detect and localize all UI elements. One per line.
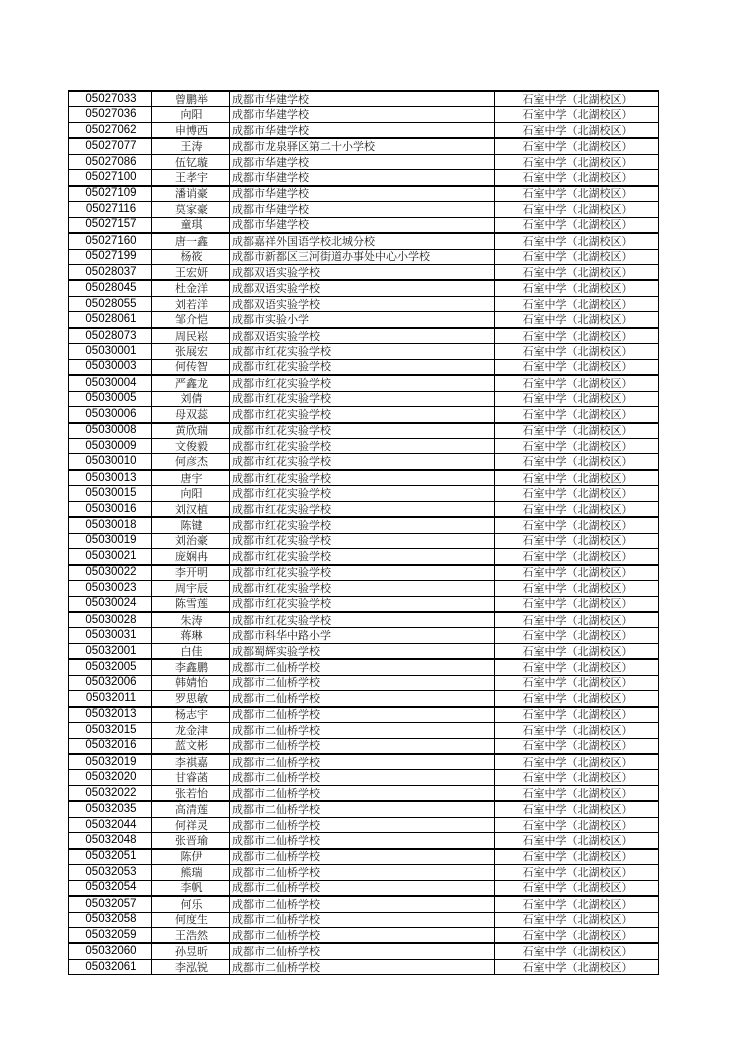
student-id-cell: 05030005 [69,391,152,406]
student-name-cell: 李泓锐 [152,959,230,974]
table-row [69,170,659,186]
school-cell: 成都市二仙桥学校 [230,849,495,865]
school-cell: 成都市红花实验学校 [230,470,495,486]
student-name-cell: 文俊毅 [152,438,230,453]
destination-school-cell: 石室中学（北湖校区） [495,391,659,406]
student-id-cell: 05027157 [69,217,152,233]
school-cell: 成都市二仙桥学校 [230,865,495,880]
table-row [69,344,659,359]
student-name-cell: 王宏妍 [152,264,230,280]
destination-school-cell: 石室中学（北湖校区） [495,249,659,264]
student-id-cell: 05030003 [69,359,152,375]
destination-school-cell: 石室中学（北湖校区） [495,122,659,138]
student-name-cell: 唐宇 [152,470,230,486]
school-cell: 成都市二仙桥学校 [230,675,495,690]
school-cell: 成都市二仙桥学校 [230,912,495,927]
table-row [69,359,659,375]
student-id-cell: 05032057 [69,896,152,912]
school-cell: 成都市二仙桥学校 [230,754,495,770]
student-name-cell: 张若怡 [152,785,230,801]
student-id-cell: 05032019 [69,754,152,770]
destination-school-cell: 石室中学（北湖校区） [495,754,659,770]
student-id-cell: 05030008 [69,423,152,439]
student-id-cell: 05030006 [69,407,152,423]
table-row [69,612,659,628]
student-id-cell: 05030015 [69,486,152,501]
student-name-cell: 刘汉植 [152,501,230,517]
table-row [69,423,659,439]
student-id-cell: 05030019 [69,533,152,548]
school-cell: 成都市二仙桥学校 [230,833,495,849]
school-cell: 成都市二仙桥学校 [230,659,495,675]
school-cell: 成都市二仙桥学校 [230,738,495,754]
school-cell: 成都双语实验学校 [230,296,495,311]
destination-school-cell: 石室中学（北湖校区） [495,581,659,596]
school-cell: 成都双语实验学校 [230,280,495,296]
destination-school-cell: 石室中学（北湖校区） [495,423,659,439]
destination-school-cell: 石室中学（北湖校区） [495,691,659,707]
destination-school-cell: 石室中学（北湖校区） [495,785,659,801]
student-name-cell: 陈伊 [152,849,230,865]
table-row [69,801,659,817]
school-cell: 成都市红花实验学校 [230,454,495,470]
student-id-cell: 05027033 [69,91,152,107]
table-row [69,501,659,517]
destination-school-cell: 石室中学（北湖校区） [495,186,659,202]
student-name-cell: 庞娴冉 [152,549,230,565]
table-row [69,691,659,707]
student-id-cell: 05027160 [69,233,152,249]
school-cell: 成都市二仙桥学校 [230,896,495,912]
destination-school-cell: 石室中学（北湖校区） [495,501,659,517]
student-name-cell: 熊瑞 [152,865,230,880]
student-id-cell: 05032051 [69,849,152,865]
student-name-cell: 刘治豪 [152,533,230,548]
school-cell: 成都市红花实验学校 [230,375,495,391]
school-cell: 成都市二仙桥学校 [230,723,495,738]
destination-school-cell: 石室中学（北湖校区） [495,375,659,391]
school-cell: 成都市红花实验学校 [230,407,495,423]
student-name-cell: 白佳 [152,643,230,659]
destination-school-cell: 石室中学（北湖校区） [495,943,659,959]
student-id-cell: 05030024 [69,596,152,612]
student-id-cell: 05032053 [69,865,152,880]
student-name-cell: 唐一鑫 [152,233,230,249]
student-name-cell: 何传智 [152,359,230,375]
school-cell: 成都市红花实验学校 [230,486,495,501]
student-name-cell: 黄欣瑞 [152,423,230,439]
student-name-cell: 曾鹏举 [152,91,230,107]
student-id-cell: 05032016 [69,738,152,754]
destination-school-cell: 石室中学（北湖校区） [495,928,659,944]
table-row [69,375,659,391]
table-row [69,817,659,832]
school-cell: 成都市华建学校 [230,91,495,107]
student-id-cell: 05032001 [69,643,152,659]
table-row [69,912,659,927]
student-id-cell: 05030001 [69,344,152,359]
student-name-cell: 孙昱昕 [152,943,230,959]
destination-school-cell: 石室中学（北湖校区） [495,596,659,612]
destination-school-cell: 石室中学（北湖校区） [495,738,659,754]
table-row [69,107,659,122]
destination-school-cell: 石室中学（北湖校区） [495,359,659,375]
destination-school-cell: 石室中学（北湖校区） [495,612,659,628]
school-cell: 成都市红花实验学校 [230,438,495,453]
student-name-cell: 向阳 [152,107,230,122]
student-id-cell: 05032059 [69,928,152,944]
school-cell: 成都市华建学校 [230,186,495,202]
student-id-cell: 05032060 [69,943,152,959]
student-id-cell: 05027086 [69,154,152,169]
table-row [69,849,659,865]
table-row [69,138,659,154]
school-cell: 成都市华建学校 [230,154,495,169]
student-name-cell: 李帆 [152,880,230,896]
school-cell: 成都市实验小学 [230,312,495,328]
destination-school-cell: 石室中学（北湖校区） [495,486,659,501]
table-row [69,296,659,311]
student-name-cell: 刘倩 [152,391,230,406]
student-name-cell: 申博西 [152,122,230,138]
destination-school-cell: 石室中学（北湖校区） [495,217,659,233]
destination-school-cell: 石室中学（北湖校区） [495,707,659,723]
school-cell: 成都市科华中路小学 [230,628,495,643]
school-cell: 成都市二仙桥学校 [230,959,495,974]
school-cell: 成都双语实验学校 [230,328,495,344]
table-row [69,264,659,280]
destination-school-cell: 石室中学（北湖校区） [495,170,659,186]
table-row [69,581,659,596]
student-name-cell: 何彦杰 [152,454,230,470]
student-id-cell: 05030031 [69,628,152,643]
destination-school-cell: 石室中学（北湖校区） [495,533,659,548]
destination-school-cell: 石室中学（北湖校区） [495,959,659,974]
destination-school-cell: 石室中学（北湖校区） [495,896,659,912]
student-name-cell: 龙金津 [152,723,230,738]
destination-school-cell: 石室中学（北湖校区） [495,154,659,169]
table-row [69,928,659,944]
destination-school-cell: 石室中学（北湖校区） [495,296,659,311]
table-row [69,549,659,565]
destination-school-cell: 石室中学（北湖校区） [495,659,659,675]
destination-school-cell: 石室中学（北湖校区） [495,202,659,217]
student-name-cell: 李鑫鹏 [152,659,230,675]
student-id-cell: 05030022 [69,565,152,581]
student-name-cell: 王浩然 [152,928,230,944]
table-row [69,896,659,912]
table-row [69,880,659,896]
student-id-cell: 05032011 [69,691,152,707]
table-row [69,470,659,486]
student-id-cell: 05030009 [69,438,152,453]
table-body [69,91,659,975]
school-cell: 成都蜀辉实验学校 [230,643,495,659]
student-name-cell: 张晋瑜 [152,833,230,849]
table-row [69,407,659,423]
student-id-cell: 05030004 [69,375,152,391]
destination-school-cell: 石室中学（北湖校区） [495,280,659,296]
destination-school-cell: 石室中学（北湖校区） [495,628,659,643]
school-cell: 成都市红花实验学校 [230,517,495,533]
table-row [69,643,659,659]
table-row [69,770,659,785]
student-name-cell: 潘诮豪 [152,186,230,202]
table-row [69,675,659,690]
school-cell: 成都市二仙桥学校 [230,770,495,785]
student-id-cell: 05032058 [69,912,152,927]
school-cell: 成都市红花实验学校 [230,549,495,565]
student-name-cell: 王涛 [152,138,230,154]
student-name-cell: 李祺嘉 [152,754,230,770]
school-cell: 成都双语实验学校 [230,264,495,280]
student-name-cell: 杜金洋 [152,280,230,296]
student-name-cell: 杨筱 [152,249,230,264]
school-cell: 成都市二仙桥学校 [230,801,495,817]
student-name-cell: 童琪 [152,217,230,233]
destination-school-cell: 石室中学（北湖校区） [495,517,659,533]
school-cell: 成都市华建学校 [230,202,495,217]
table-row [69,707,659,723]
table-row [69,865,659,880]
table-row [69,280,659,296]
table-row [69,249,659,264]
table-row [69,122,659,138]
student-name-cell: 王孝宇 [152,170,230,186]
student-id-cell: 05032005 [69,659,152,675]
destination-school-cell: 石室中学（北湖校区） [495,344,659,359]
destination-school-cell: 石室中学（北湖校区） [495,912,659,927]
student-id-cell: 05030013 [69,470,152,486]
destination-school-cell: 石室中学（北湖校区） [495,723,659,738]
destination-school-cell: 石室中学（北湖校区） [495,138,659,154]
student-name-cell: 莫家豪 [152,202,230,217]
school-cell: 成都市二仙桥学校 [230,943,495,959]
student-id-cell: 05028037 [69,264,152,280]
student-id-cell: 05028061 [69,312,152,328]
student-id-cell: 05030023 [69,581,152,596]
destination-school-cell: 石室中学（北湖校区） [495,470,659,486]
table-row [69,312,659,328]
school-cell: 成都市红花实验学校 [230,612,495,628]
school-cell: 成都市红花实验学校 [230,391,495,406]
table-row [69,217,659,233]
student-id-cell: 05027109 [69,186,152,202]
student-name-cell: 蒋琳 [152,628,230,643]
table-row [69,454,659,470]
student-id-cell: 05032048 [69,833,152,849]
destination-school-cell: 石室中学（北湖校区） [495,407,659,423]
student-name-cell: 何祥灵 [152,817,230,832]
student-id-cell: 05027100 [69,170,152,186]
student-id-cell: 05032061 [69,959,152,974]
destination-school-cell: 石室中学（北湖校区） [495,849,659,865]
table-row [69,486,659,501]
destination-school-cell: 石室中学（北湖校区） [495,264,659,280]
destination-school-cell: 石室中学（北湖校区） [495,770,659,785]
student-name-cell: 刘若洋 [152,296,230,311]
school-cell: 成都嘉祥外国语学校北城分校 [230,233,495,249]
student-name-cell: 邹介恺 [152,312,230,328]
table-row [69,233,659,249]
student-id-cell: 05030018 [69,517,152,533]
table-row [69,533,659,548]
table-row [69,754,659,770]
student-id-cell: 05032015 [69,723,152,738]
destination-school-cell: 石室中学（北湖校区） [495,880,659,896]
school-cell: 成都市红花实验学校 [230,533,495,548]
destination-school-cell: 石室中学（北湖校区） [495,817,659,832]
student-id-cell: 05027116 [69,202,152,217]
table-row [69,186,659,202]
destination-school-cell: 石室中学（北湖校区） [495,565,659,581]
student-id-cell: 05027062 [69,122,152,138]
school-cell: 成都市二仙桥学校 [230,707,495,723]
student-id-cell: 05030021 [69,549,152,565]
school-cell: 成都市红花实验学校 [230,344,495,359]
student-name-cell: 伍钇璇 [152,154,230,169]
destination-school-cell: 石室中学（北湖校区） [495,865,659,880]
student-name-cell: 罗思敏 [152,691,230,707]
school-cell: 成都市新都区三河街道办事处中心小学校 [230,249,495,264]
student-name-cell: 陈键 [152,517,230,533]
student-id-cell: 05032020 [69,770,152,785]
student-name-cell: 蓝文彬 [152,738,230,754]
destination-school-cell: 石室中学（北湖校区） [495,454,659,470]
student-id-cell: 05032022 [69,785,152,801]
student-name-cell: 周民崧 [152,328,230,344]
student-name-cell: 张展宏 [152,344,230,359]
destination-school-cell: 石室中学（北湖校区） [495,833,659,849]
destination-school-cell: 石室中学（北湖校区） [495,801,659,817]
student-id-cell: 05030016 [69,501,152,517]
school-cell: 成都市华建学校 [230,122,495,138]
table-row [69,959,659,974]
student-name-cell: 何度生 [152,912,230,927]
table-row [69,328,659,344]
student-name-cell: 何乐 [152,896,230,912]
school-cell: 成都市龙泉驿区第二十小学校 [230,138,495,154]
school-cell: 成都市红花实验学校 [230,596,495,612]
destination-school-cell: 石室中学（北湖校区） [495,438,659,453]
school-cell: 成都市红花实验学校 [230,565,495,581]
student-name-cell: 严鑫龙 [152,375,230,391]
school-cell: 成都市红花实验学校 [230,359,495,375]
student-id-cell: 05027077 [69,138,152,154]
student-id-cell: 05032044 [69,817,152,832]
destination-school-cell: 石室中学（北湖校区） [495,328,659,344]
student-id-cell: 05032035 [69,801,152,817]
table-row [69,391,659,406]
student-name-cell: 周宇辰 [152,581,230,596]
school-cell: 成都市华建学校 [230,217,495,233]
table-row [69,154,659,169]
school-cell: 成都市二仙桥学校 [230,785,495,801]
table-row [69,723,659,738]
school-cell: 成都市红花实验学校 [230,581,495,596]
student-id-cell: 05030028 [69,612,152,628]
table-row [69,833,659,849]
table-row [69,596,659,612]
student-name-cell: 高清莲 [152,801,230,817]
student-name-cell: 甘睿菡 [152,770,230,785]
table-row [69,628,659,643]
table-row [69,785,659,801]
school-cell: 成都市华建学校 [230,170,495,186]
table-row [69,565,659,581]
student-id-cell: 05028073 [69,328,152,344]
student-name-cell: 陈雪莲 [152,596,230,612]
school-cell: 成都市红花实验学校 [230,501,495,517]
table-row [69,438,659,453]
student-id-cell: 05032013 [69,707,152,723]
table-row [69,91,659,107]
table-row [69,943,659,959]
student-name-cell: 杨志宇 [152,707,230,723]
destination-school-cell: 石室中学（北湖校区） [495,107,659,122]
table-row [69,202,659,217]
destination-school-cell: 石室中学（北湖校区） [495,312,659,328]
student-name-cell: 母双蕊 [152,407,230,423]
school-cell: 成都市二仙桥学校 [230,880,495,896]
student-id-cell: 05027036 [69,107,152,122]
table-row [69,517,659,533]
destination-school-cell: 石室中学（北湖校区） [495,91,659,107]
school-cell: 成都市二仙桥学校 [230,691,495,707]
school-cell: 成都市二仙桥学校 [230,928,495,944]
destination-school-cell: 石室中学（北湖校区） [495,675,659,690]
destination-school-cell: 石室中学（北湖校区） [495,233,659,249]
school-cell: 成都市二仙桥学校 [230,817,495,832]
student-id-cell: 05027199 [69,249,152,264]
student-id-cell: 05032006 [69,675,152,690]
student-name-cell: 朱涛 [152,612,230,628]
student-id-cell: 05028045 [69,280,152,296]
student-name-cell: 韩婧怡 [152,675,230,690]
table-row [69,738,659,754]
student-id-cell: 05030010 [69,454,152,470]
school-cell: 成都市华建学校 [230,107,495,122]
student-id-cell: 05032054 [69,880,152,896]
admission-table [68,90,659,975]
destination-school-cell: 石室中学（北湖校区） [495,643,659,659]
student-name-cell: 李开明 [152,565,230,581]
destination-school-cell: 石室中学（北湖校区） [495,549,659,565]
school-cell: 成都市红花实验学校 [230,423,495,439]
table-row [69,659,659,675]
student-name-cell: 向阳 [152,486,230,501]
student-id-cell: 05028055 [69,296,152,311]
